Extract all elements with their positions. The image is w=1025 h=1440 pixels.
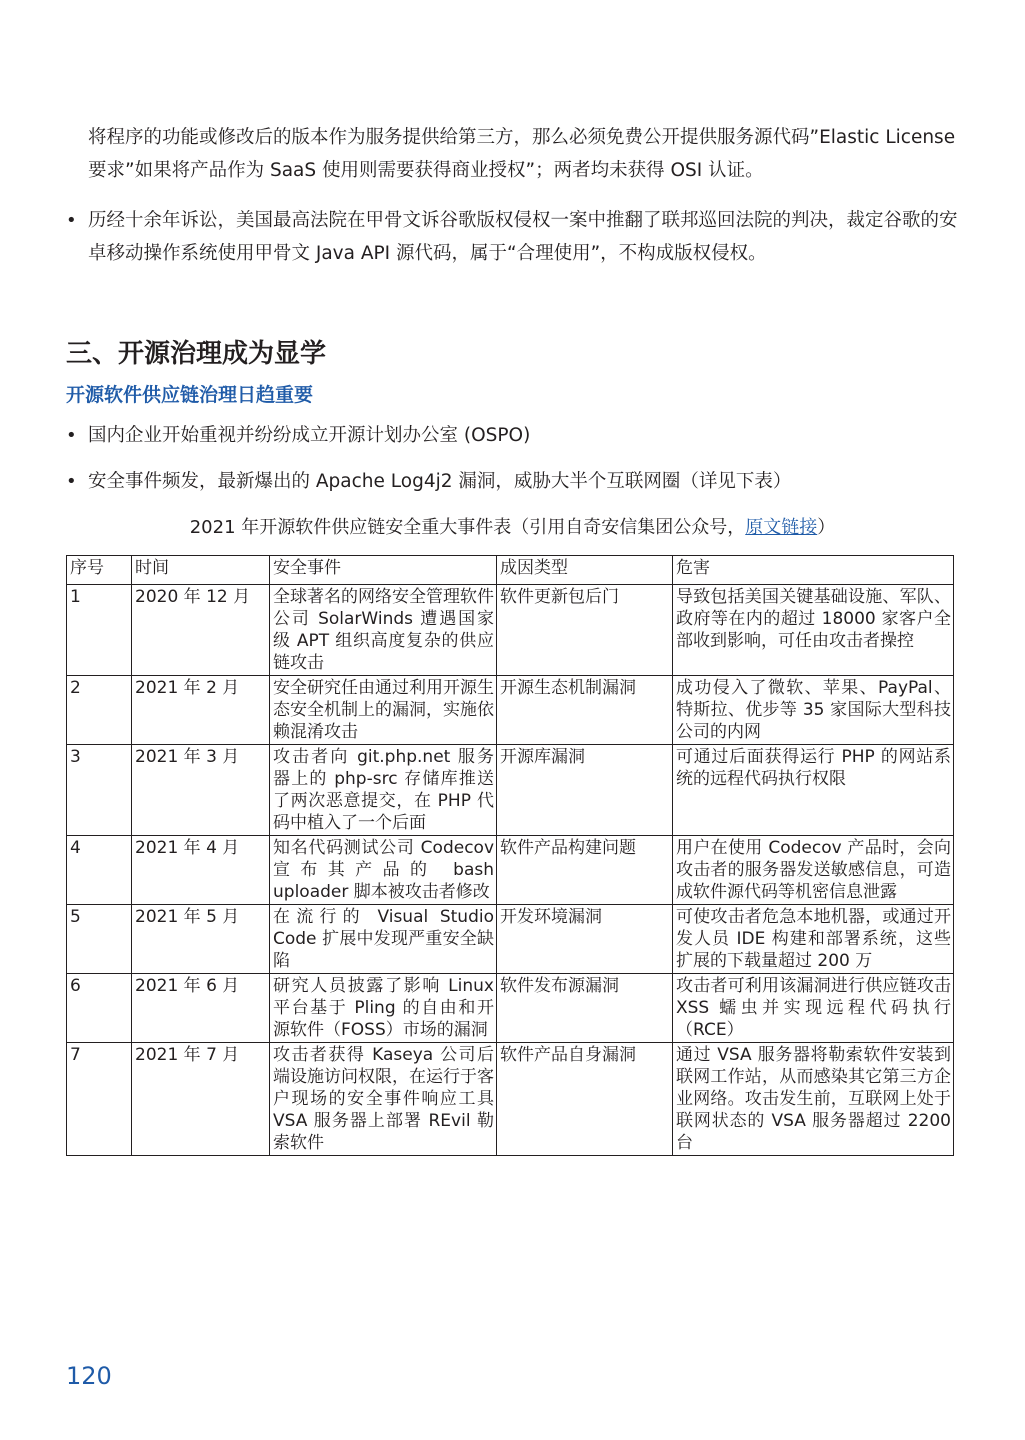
cell-harm: 可使攻击者危急本地机器，或通过开发人员 IDE 构建和部署系统，这些扩展的下载量超过 200 万 xyxy=(673,905,954,974)
cell-time: 2021 年 2 月 xyxy=(132,676,270,745)
source-link[interactable]: 原文链接 xyxy=(745,517,818,538)
cell-harm: 用户在使用 Codecov 产品时，会向攻击者的服务器发送敏感信息，可造成软件源代码等机密信息泄露 xyxy=(673,836,954,905)
cell-event: 全球著名的网络安全管理软件公司 SolarWinds 遭遇国家级 APT 组织高度复杂的供应链攻击 xyxy=(270,585,497,676)
bullet-text: 历经十余年诉讼，美国最高法院在甲骨文诉谷歌版权侵权一案中推翻了联邦巡回法院的判决，裁定谷歌的安卓移动操作系统使用甲骨文 Java API 源代码，属于“合理使用”，不构成版权侵权。 xyxy=(88,210,958,264)
cell-harm: 攻击者可利用该漏洞进行供应链攻击 XSS 蠕虫并实现远程代码执行（RCE） xyxy=(673,974,954,1043)
cell-no: 1 xyxy=(67,585,132,676)
caption-suffix: ） xyxy=(817,517,836,538)
page-number: 120 xyxy=(66,1362,112,1390)
cell-harm: 成功侵入了微软、苹果、PayPal、特斯拉、优步等 35 家国际大型科技公司的内网 xyxy=(673,676,954,745)
header-event: 安全事件 xyxy=(270,556,497,585)
cell-cause: 开发环境漏洞 xyxy=(497,905,673,974)
table-row xyxy=(67,745,954,836)
cell-time: 2021 年 5 月 xyxy=(132,905,270,974)
cell-time: 2021 年 6 月 xyxy=(132,974,270,1043)
intro-paragraph: 将程序的功能或修改后的版本作为服务提供给第三方，那么必须免费公开提供服务源代码”Elastic License 要求”如果将产品作为 SaaS 使用则需要获得商业授权”；两者均未获得 OSI 认证。 xyxy=(88,127,956,181)
table-row xyxy=(67,974,954,1043)
bullet-text: 国内企业开始重视并纷纷成立开源计划办公室 (OSPO) xyxy=(88,425,531,446)
cell-cause: 开源生态机制漏洞 xyxy=(497,676,673,745)
cell-no: 7 xyxy=(67,1043,132,1156)
bullet-dot-icon: • xyxy=(66,210,77,231)
subsection-title: 开源软件供应链治理日趋重要 xyxy=(66,384,314,406)
bullet-dot-icon: • xyxy=(66,425,77,446)
cell-event: 攻击者获得 Kaseya 公司后端设施访问权限，在运行于客户现场的安全事件响应工具 VSA 服务器上部署 REvil 勒索软件 xyxy=(270,1043,497,1156)
header-no: 序号 xyxy=(67,556,132,585)
cell-cause: 软件发布源漏洞 xyxy=(497,974,673,1043)
cell-time: 2021 年 4 月 xyxy=(132,836,270,905)
table-caption xyxy=(0,514,1025,542)
cell-cause: 软件产品构建问题 xyxy=(497,836,673,905)
cell-time: 2021 年 7 月 xyxy=(132,1043,270,1156)
caption-prefix: 2021 年开源软件供应链安全重大事件表（引用自奇安信集团公众号， xyxy=(189,517,746,538)
bullet-log4j xyxy=(66,465,968,498)
table-row xyxy=(67,676,954,745)
cell-time: 2020 年 12 月 xyxy=(132,585,270,676)
bullet-oracle-google xyxy=(66,204,968,270)
table-header-row xyxy=(67,556,954,585)
cell-event: 安全研究任由通过利用开源生态安全机制上的漏洞，实施依赖混淆攻击 xyxy=(270,676,497,745)
header-harm: 危害 xyxy=(673,556,954,585)
table-row xyxy=(67,905,954,974)
cell-cause: 开源库漏洞 xyxy=(497,745,673,836)
cell-no: 6 xyxy=(67,974,132,1043)
header-time: 时间 xyxy=(132,556,270,585)
cell-cause: 软件产品自身漏洞 xyxy=(497,1043,673,1156)
cell-event: 知名代码测试公司 Codecov 宣布其产品的 bash uploader 脚本被攻击者修改 xyxy=(270,836,497,905)
cell-event: 在流行的 Visual Studio Code 扩展中发现严重安全缺陷 xyxy=(270,905,497,974)
cell-harm: 通过 VSA 服务器将勒索软件安装到联网工作站，从而感染其它第三方企业网络。攻击发生前，互联网上处于联网状态的 VSA 服务器超过 2200 台 xyxy=(673,1043,954,1156)
cell-time: 2021 年 3 月 xyxy=(132,745,270,836)
bullet-text: 安全事件频发，最新爆出的 Apache Log4j2 漏洞，威胁大半个互联网圈（详见下表） xyxy=(88,471,792,492)
cell-event: 研究人员披露了影响 Linux 平台基于 Pling 的自由和开源软件（FOSS）市场的漏洞 xyxy=(270,974,497,1043)
cell-no: 5 xyxy=(67,905,132,974)
cell-no: 2 xyxy=(67,676,132,745)
table-row xyxy=(67,836,954,905)
cell-harm: 可通过后面获得运行 PHP 的网站系统的远程代码执行权限 xyxy=(673,745,954,836)
table-row xyxy=(67,1043,954,1156)
bullet-ospo xyxy=(66,419,968,452)
section-title: 三、开源治理成为显学 xyxy=(66,339,327,369)
cell-cause: 软件更新包后门 xyxy=(497,585,673,676)
cell-no: 3 xyxy=(67,745,132,836)
security-events-table xyxy=(66,555,954,1156)
header-cause: 成因类型 xyxy=(497,556,673,585)
bullet-dot-icon: • xyxy=(66,471,77,492)
cell-harm: 导致包括美国关键基础设施、军队、政府等在内的超过 18000 家客户全部收到影响，可任由攻击者操控 xyxy=(673,585,954,676)
cell-event: 攻击者向 git.php.net 服务器上的 php-src 存储库推送了两次恶意提交，在 PHP 代码中植入了一个后面 xyxy=(270,745,497,836)
table-row xyxy=(67,585,954,676)
cell-no: 4 xyxy=(67,836,132,905)
